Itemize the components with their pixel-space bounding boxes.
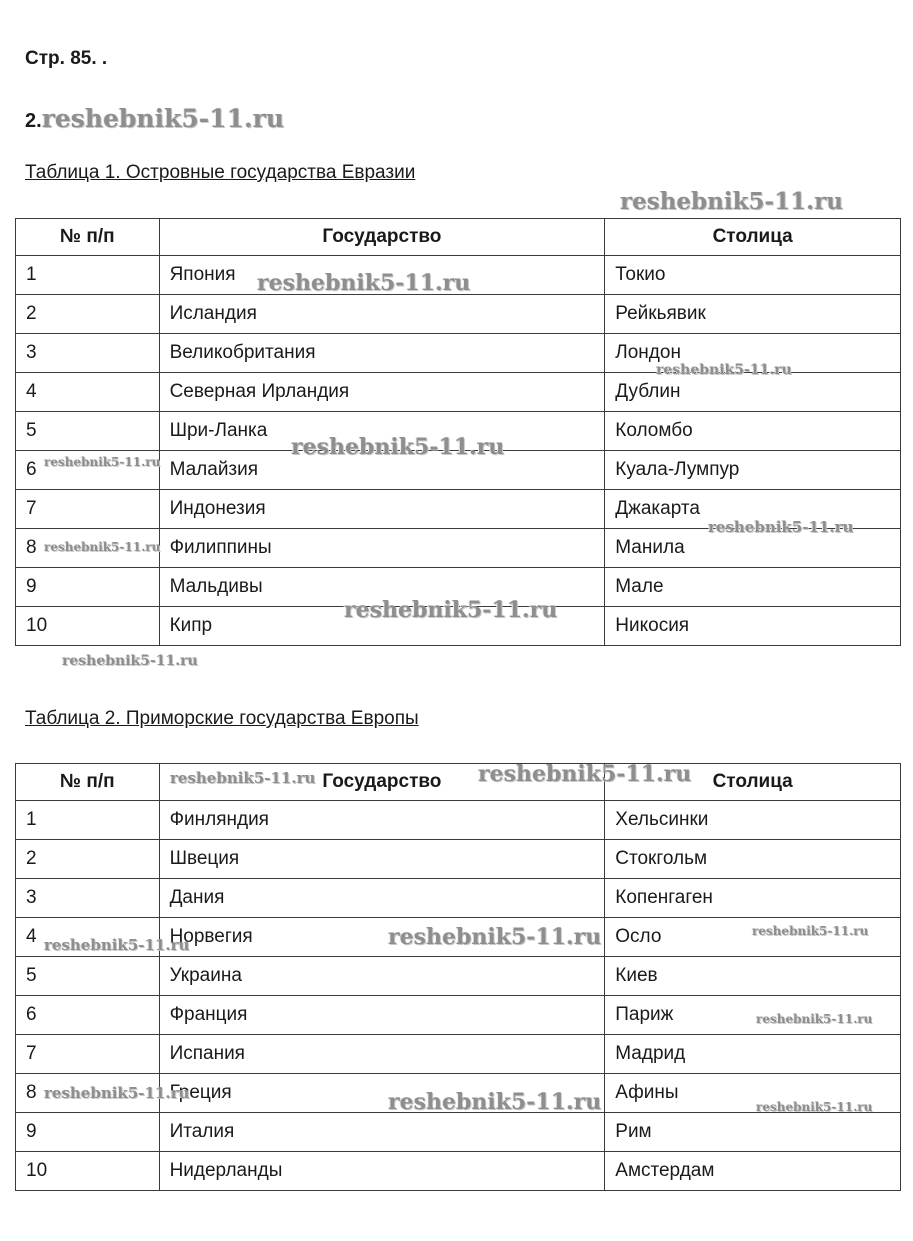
capital-name-cell: Лондон — [605, 334, 901, 373]
row-number-cell: 6 — [16, 996, 160, 1035]
table-header-row — [16, 219, 901, 256]
row-number-cell: 10 — [16, 607, 160, 646]
table-row — [16, 1035, 901, 1074]
watermark: reshebnik5-11.ru — [756, 1100, 873, 1114]
state-name-cell: Греция — [159, 1074, 605, 1113]
capital-name-cell: Куала-Лумпур — [605, 451, 901, 490]
column-header-capital: Столица — [605, 219, 901, 256]
state-name-cell: Украина — [159, 957, 605, 996]
state-name-cell: Мальдивы — [159, 568, 605, 607]
state-name-cell: Кипр — [159, 607, 605, 646]
table1-caption: Таблица 1. Островные государства Евразии — [25, 162, 416, 183]
table-row — [16, 801, 901, 840]
column-header-number: № п/п — [16, 219, 160, 256]
row-number-cell: 1 — [16, 801, 160, 840]
row-number-cell: 4 — [16, 918, 160, 957]
row-number-cell: 7 — [16, 1035, 160, 1074]
column-header-state: Государство — [159, 219, 605, 256]
table-row — [16, 256, 901, 295]
row-number-cell: 3 — [16, 879, 160, 918]
table-row — [16, 334, 901, 373]
capital-name-cell: Рим — [605, 1113, 901, 1152]
table-row — [16, 607, 901, 646]
row-number-cell: 10 — [16, 1152, 160, 1191]
watermark: reshebnik5-11.ru — [62, 653, 198, 669]
table-row — [16, 1152, 901, 1191]
state-name-cell: Дания — [159, 879, 605, 918]
table-row — [16, 840, 901, 879]
row-number-cell: 8 — [16, 1074, 160, 1113]
watermark: reshebnik5-11.ru — [620, 188, 843, 215]
row-number-cell: 7 — [16, 490, 160, 529]
table-row — [16, 568, 901, 607]
watermark: reshebnik5-11.ru — [388, 924, 602, 950]
watermark: reshebnik5-11.ru — [41, 104, 285, 133]
watermark: reshebnik5-11.ru — [170, 769, 316, 787]
capital-name-cell: Стокгольм — [605, 840, 901, 879]
table2-caption: Таблица 2. Приморские государства Европы — [25, 708, 419, 729]
row-number-cell: 2 — [16, 840, 160, 879]
row-number-cell: 1 — [16, 256, 160, 295]
row-number-cell: 3 — [16, 334, 160, 373]
table-row — [16, 879, 901, 918]
table-header-row — [16, 764, 901, 801]
state-name-cell: Испания — [159, 1035, 605, 1074]
capital-name-cell: Мадрид — [605, 1035, 901, 1074]
table-row — [16, 412, 901, 451]
state-name-cell: Шри-Ланка — [159, 412, 605, 451]
state-name-cell: Исландия — [159, 295, 605, 334]
watermark: reshebnik5-11.ru — [44, 540, 161, 554]
task-number: 2. — [25, 110, 42, 132]
capital-name-cell: Амстердам — [605, 1152, 901, 1191]
table-row — [16, 996, 901, 1035]
row-number-cell: 5 — [16, 957, 160, 996]
capital-name-cell: Никосия — [605, 607, 901, 646]
watermark: reshebnik5-11.ru — [291, 434, 505, 460]
table-island-states — [15, 218, 901, 646]
state-name-cell: Малайзия — [159, 451, 605, 490]
task-number-line — [25, 104, 284, 133]
row-number-cell: 4 — [16, 373, 160, 412]
table-row — [16, 918, 901, 957]
table-row — [16, 1074, 901, 1113]
watermark: reshebnik5-11.ru — [752, 924, 869, 938]
capital-name-cell: Киев — [605, 957, 901, 996]
state-name-cell: Франция — [159, 996, 605, 1035]
watermark: reshebnik5-11.ru — [478, 761, 692, 787]
capital-name-cell: Рейкьявик — [605, 295, 901, 334]
capital-name-cell: Манила — [605, 529, 901, 568]
state-name-cell: Норвегия — [159, 918, 605, 957]
state-name-cell: Индонезия — [159, 490, 605, 529]
watermark: reshebnik5-11.ru — [44, 936, 190, 954]
capital-name-cell: Париж — [605, 996, 901, 1035]
state-name-cell: Нидерланды — [159, 1152, 605, 1191]
capital-name-cell: Мале — [605, 568, 901, 607]
watermark: reshebnik5-11.ru — [344, 597, 558, 623]
watermark: reshebnik5-11.ru — [708, 518, 854, 536]
state-name-cell: Япония — [159, 256, 605, 295]
table-row — [16, 295, 901, 334]
table-row — [16, 957, 901, 996]
capital-name-cell: Копенгаген — [605, 879, 901, 918]
state-name-cell: Северная Ирландия — [159, 373, 605, 412]
capital-name-cell: Токио — [605, 256, 901, 295]
page-reference: Стр. 85. . — [25, 48, 108, 69]
capital-name-cell: Афины — [605, 1074, 901, 1113]
table-row — [16, 490, 901, 529]
watermark: reshebnik5-11.ru — [388, 1089, 602, 1115]
watermark: reshebnik5-11.ru — [44, 455, 161, 469]
row-number-cell: 5 — [16, 412, 160, 451]
row-number-cell: 8 — [16, 529, 160, 568]
table-row — [16, 529, 901, 568]
table-row — [16, 373, 901, 412]
row-number-cell: 9 — [16, 568, 160, 607]
capital-name-cell: Джакарта — [605, 490, 901, 529]
column-header-state: Государство — [159, 764, 605, 801]
state-name-cell: Швеция — [159, 840, 605, 879]
column-header-capital: Столица — [605, 764, 901, 801]
capital-name-cell: Осло — [605, 918, 901, 957]
state-name-cell: Италия — [159, 1113, 605, 1152]
watermark: reshebnik5-11.ru — [656, 362, 792, 378]
capital-name-cell: Хельсинки — [605, 801, 901, 840]
capital-name-cell: Дублин — [605, 373, 901, 412]
table-row — [16, 451, 901, 490]
table-coastal-states — [15, 763, 901, 1191]
watermark: reshebnik5-11.ru — [44, 1084, 190, 1102]
column-header-number: № п/п — [16, 764, 160, 801]
row-number-cell: 9 — [16, 1113, 160, 1152]
watermark: reshebnik5-11.ru — [257, 270, 471, 296]
state-name-cell: Филиппины — [159, 529, 605, 568]
capital-name-cell: Коломбо — [605, 412, 901, 451]
row-number-cell: 6 — [16, 451, 160, 490]
row-number-cell: 2 — [16, 295, 160, 334]
watermark: reshebnik5-11.ru — [756, 1012, 873, 1026]
state-name-cell: Великобритания — [159, 334, 605, 373]
table-row — [16, 1113, 901, 1152]
state-name-cell: Финляндия — [159, 801, 605, 840]
